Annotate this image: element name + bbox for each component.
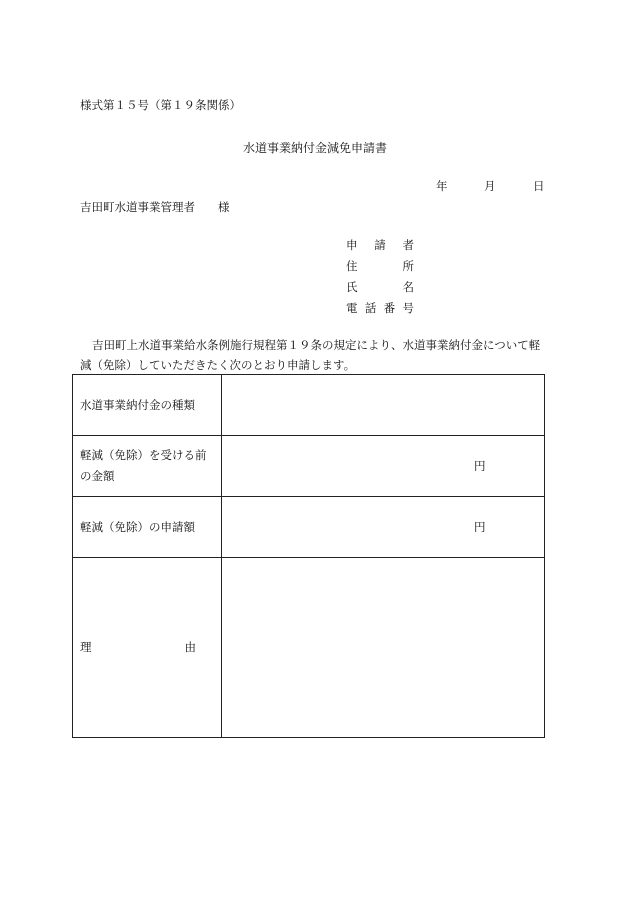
- phone-label-char: 電: [346, 301, 358, 315]
- requested-amount-field[interactable]: [222, 497, 545, 558]
- reason-label: [73, 558, 222, 738]
- address-label-char: 所: [402, 259, 414, 273]
- table-row: [73, 497, 545, 558]
- form-number: 様式第１５号（第１９条関係）: [80, 98, 241, 112]
- requested-amount-label: 軽減（免除）の申請額: [73, 497, 222, 558]
- applicant-label-char: 請: [374, 238, 386, 252]
- phone-label-char: 号: [402, 301, 414, 315]
- phone-label: [346, 300, 414, 316]
- address-label: [346, 258, 414, 274]
- date-day-label: 日: [533, 179, 545, 193]
- phone-label-char: 番: [383, 301, 396, 315]
- date-year-label: 年: [436, 179, 448, 193]
- applicant-label-char: 者: [402, 238, 414, 252]
- reason-label-right: 由: [184, 640, 196, 654]
- reason-field[interactable]: [222, 558, 545, 738]
- yen-unit: 円: [474, 459, 486, 473]
- applicant-label: [346, 237, 414, 253]
- phone-label-char: 話: [364, 301, 377, 315]
- applicant-label-char: 申: [346, 238, 358, 252]
- application-table: [72, 374, 545, 738]
- name-label: [346, 279, 414, 295]
- payment-type-label: 水道事業納付金の種類: [73, 375, 222, 436]
- application-statement: [80, 335, 548, 375]
- name-label-char: 氏: [346, 280, 358, 294]
- amount-before-field[interactable]: [222, 436, 545, 497]
- application-statement-text: 吉田町上水道事業給水条例施行規程第１９条の規定により、水道事業納付金について軽減（免除）していただきたく次のとおり申請します。: [80, 338, 541, 372]
- addressee: 吉田町水道事業管理者 様: [80, 200, 230, 214]
- reason-label-left: 理: [80, 640, 92, 654]
- name-label-char: 名: [402, 280, 414, 294]
- table-row: [73, 375, 545, 436]
- address-label-char: 住: [346, 259, 358, 273]
- amount-before-label: 軽減（免除）を受ける前の金額: [73, 436, 222, 497]
- document-title: 水道事業納付金減免申請書: [242, 141, 387, 155]
- table-row: [73, 558, 545, 738]
- yen-unit: 円: [474, 520, 486, 534]
- table-row: [73, 436, 545, 497]
- date-month-label: 月: [484, 179, 496, 193]
- reason-label-text: [80, 637, 196, 658]
- payment-type-field[interactable]: [222, 375, 545, 436]
